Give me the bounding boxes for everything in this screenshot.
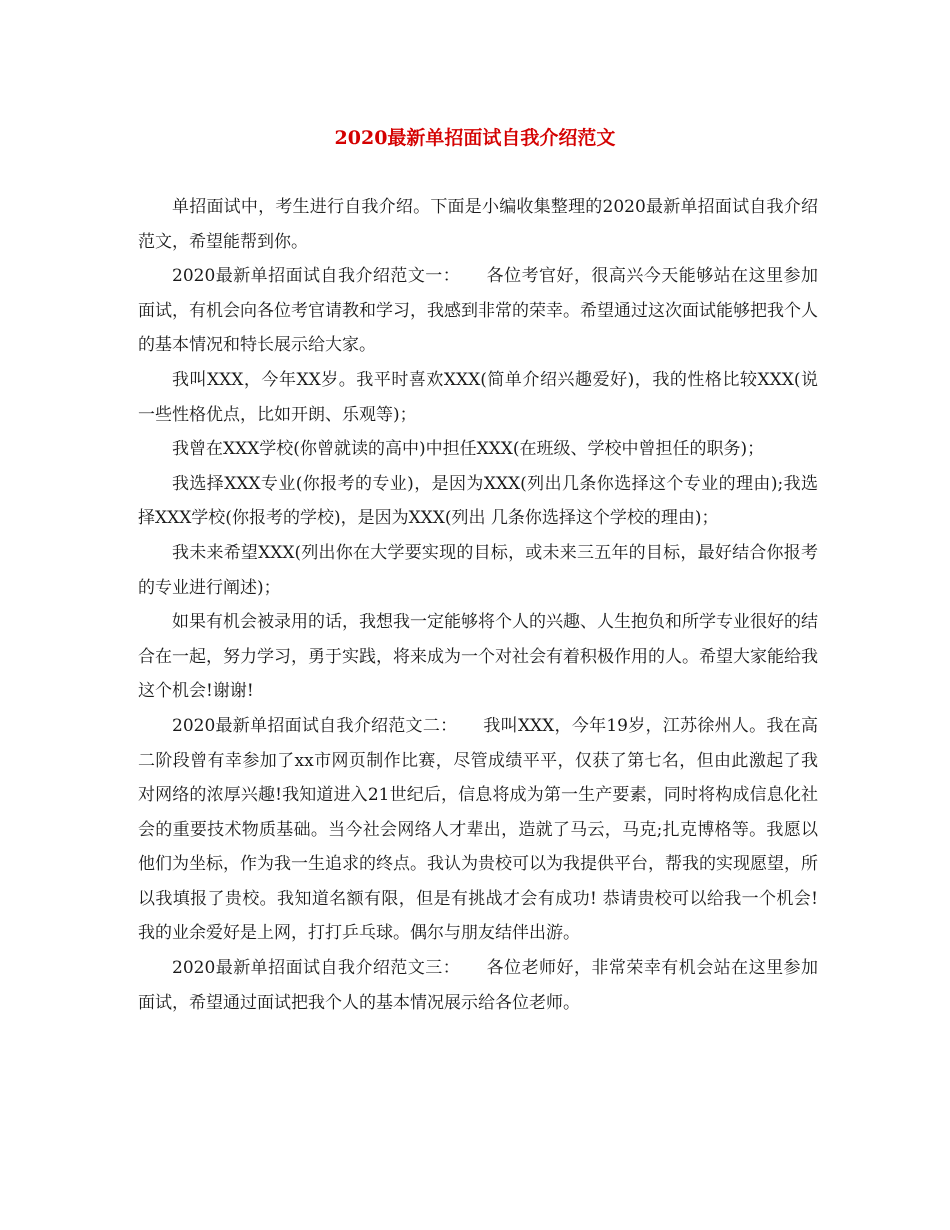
paragraph-sample-two: 2020最新单招面试自我介绍范文二： 我叫XXX，今年19岁，江苏徐州人。我在高二阶段曾有幸参加了xx市网页制作比赛，尽管成绩平平，仅获了第七名，但由此激起了我对网络的浓厚兴趣!我知道进入21世纪后，信息将成为第一生产要素，同时将构成信息化社会的重要技术物质基础。当今社会网络人才辈出，造就了马云，马克;扎克博格等。我愿以他们为坐标，作为我一生追求的终点。我认为贵校可以为我提供平台，帮我的实现愿望，所以我填报了贵校。我知道名额有限，但是有挑战才会有成功! 恭请贵校可以给我一个机会!我的业余爱好是上网，打打乒乓球。偶尔与朋友结伴出游。 [138, 715, 818, 944]
paragraph-school-role: 我曾在XXX学校(你曾就读的高中)中担任XXX(在班级、学校中曾担任的职务)； [172, 439, 765, 460]
document-body [138, 190, 818, 1020]
paragraph-sample-one-opening: 2020最新单招面试自我介绍范文一： 各位考官好，很高兴今天能够站在这里参加面试，有机会向各位考官请教和学习，我感到非常的荣幸。希望通过这次面试能够把我个人的基本情况和特长展示给大家。 [138, 266, 818, 356]
paragraph-name-and-hobbies: 我叫XXX，今年XX岁。我平时喜欢XXX(简单介绍兴趣爱好)，我的性格比较XXX(说一些性格优点，比如开朗、乐观等)； [138, 369, 818, 425]
paragraph-major-choice: 我选择XXX专业(你报考的专业)，是因为XXX(列出几条你选择这个专业的理由);我选择XXX学校(你报考的学校)，是因为XXX(列出 几条你选择这个学校的理由)； [138, 473, 818, 529]
paragraph-closing-one: 如果有机会被录用的话，我想我一定能够将个人的兴趣、人生抱负和所学专业很好的结合在一起，努力学习，勇于实践，将来成为一个对社会有着积极作用的人。希望大家能给我这个机会!谢谢! [138, 612, 818, 702]
paragraph-future-goals: 我未来希望XXX(列出你在大学要实现的目标，或未来三五年的目标，最好结合你报考的专业进行阐述)； [138, 542, 818, 598]
paragraph-intro: 单招面试中，考生进行自我介绍。下面是小编收集整理的2020最新单招面试自我介绍范文，希望能帮到你。 [138, 197, 818, 252]
document-title: 2020最新单招面试自我介绍范文 [334, 127, 616, 149]
paragraph-sample-three: 2020最新单招面试自我介绍范文三： 各位老师好，非常荣幸有机会站在这里参加面试，希望通过面试把我个人的基本情况展示给各位老师。 [138, 958, 818, 1013]
